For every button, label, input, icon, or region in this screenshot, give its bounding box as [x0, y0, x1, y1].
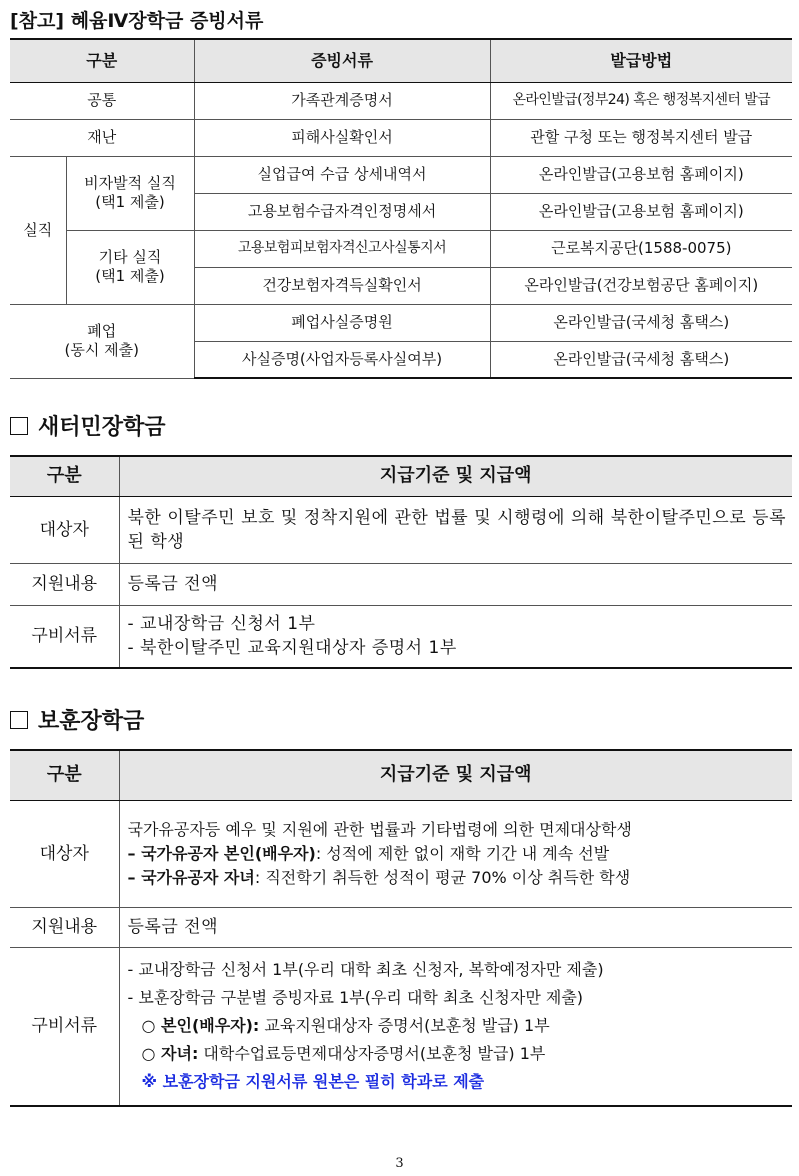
- notice-text: ※ 보훈장학금 지원서류 원본은 필히 학과로 제출: [141, 1072, 485, 1092]
- table-row: [10, 800, 792, 907]
- category-cell: [10, 304, 194, 378]
- checkbox-square-icon: [10, 711, 28, 729]
- proof-documents-table: [10, 38, 792, 379]
- target-label: 대상자: [10, 800, 119, 907]
- document-cell: 폐업사실증명원: [194, 304, 490, 341]
- docs-subitem-rest: 대학수업료등면제대상자증명서(보훈청 발급) 1부: [198, 1044, 546, 1064]
- section2-title-text: 새터민장학금: [38, 415, 166, 440]
- docs-subitem-bold: ○ 자녀:: [141, 1044, 199, 1064]
- subcategory-label: 기타 실직: [98, 248, 162, 266]
- method-cell: 온라인발급(건강보험공단 홈페이지): [490, 267, 792, 304]
- document-cell: 가족관계증명서: [194, 82, 490, 119]
- table-row: [10, 156, 792, 193]
- docs-label: 구비서류: [10, 947, 119, 1106]
- support-label: 지원내용: [10, 907, 119, 947]
- docs-label: 구비서류: [10, 605, 119, 668]
- category-cell: 공통: [10, 82, 194, 119]
- docs-item: - 교내장학금 신청서 1부(우리 대학 최초 신청자, 복학예정자만 제출): [127, 960, 604, 980]
- section3-title-text: 보훈장학금: [38, 709, 145, 734]
- subcategory-note: (택1 제출): [95, 193, 165, 211]
- method-cell: 온라인발급(정부24) 혹은 행정복지센터 발급: [490, 82, 792, 119]
- target-line: [128, 842, 787, 866]
- subcategory-label: 비자발적 실직: [84, 174, 176, 192]
- target-line-bold: – 국가유공자 자녀: [127, 867, 255, 887]
- section1-title: [참고] 혜윰Ⅳ장학금 증빙서류: [10, 10, 264, 32]
- document-cell: 사실증명(사업자등록사실여부): [194, 341, 490, 378]
- method-cell: 온라인발급(국세청 홈택스): [490, 304, 792, 341]
- target-line-rest: : 직전학기 취득한 성적이 평균 70% 이상 취득한 학생: [254, 867, 631, 887]
- support-label: 지원내용: [10, 563, 119, 605]
- category-cell: 재난: [10, 119, 194, 156]
- method-cell: 온라인발급(고용보험 홈페이지): [490, 156, 792, 193]
- docs-item: - 보훈장학금 구분별 증빙자료 1부(우리 대학 최초 신청자만 제출): [127, 988, 584, 1008]
- table-row: [10, 119, 792, 156]
- table-row: [10, 496, 792, 563]
- docs-subitem: [128, 1040, 787, 1068]
- target-label: 대상자: [10, 496, 119, 563]
- docs-subitem: [128, 1012, 787, 1040]
- category-note: (동시 제출): [64, 341, 139, 359]
- category-cell: 실직: [10, 156, 66, 304]
- docs-cell: [119, 947, 792, 1106]
- subcategory-cell: [66, 230, 194, 304]
- table-row: [10, 947, 792, 1106]
- target-cell: [119, 800, 792, 907]
- target-line: [128, 866, 787, 890]
- table-row: [10, 82, 792, 119]
- header-criteria: 지급기준 및 지급액: [119, 750, 792, 800]
- table-row: [10, 563, 792, 605]
- table-row: [10, 230, 792, 267]
- docs-item: - 교내장학금 신청서 1부: [127, 614, 316, 635]
- header-criteria: 지급기준 및 지급액: [119, 456, 792, 496]
- checkbox-square-icon: [10, 417, 28, 435]
- bohun-scholarship-table: [10, 749, 792, 1107]
- method-cell: 관할 구청 또는 행정복지센터 발급: [490, 119, 792, 156]
- section2-title: [10, 410, 166, 441]
- header-method: 발급방법: [490, 39, 792, 82]
- section3-title: [10, 704, 144, 735]
- header-category: 구분: [10, 39, 194, 82]
- document-cell: 피해사실확인서: [194, 119, 490, 156]
- docs-cell: [119, 605, 792, 668]
- docs-subitem-rest: 교육지원대상자 증명서(보훈청 발급) 1부: [259, 1016, 550, 1036]
- method-cell: 온라인발급(고용보험 홈페이지): [490, 193, 792, 230]
- subcategory-note: (택1 제출): [95, 267, 165, 285]
- category-label: 폐업: [87, 322, 117, 340]
- subcategory-cell: [66, 156, 194, 230]
- target-line: 국가유공자등 예우 및 지원에 관한 법률과 기타법령에 의한 면제대상학생: [127, 819, 632, 839]
- method-cell: 온라인발급(국세청 홈택스): [490, 341, 792, 378]
- table-row: [10, 605, 792, 668]
- header-document: 증빙서류: [194, 39, 490, 82]
- page-number: 3: [395, 1156, 404, 1171]
- table-row: [10, 907, 792, 947]
- saeteomin-scholarship-table: [10, 455, 792, 669]
- table-row: [10, 304, 792, 341]
- document-cell: 고용보험피보험자격신고사실통지서: [194, 230, 490, 267]
- support-text: 등록금 전액: [119, 907, 792, 947]
- document-cell: 실업급여 수급 상세내역서: [194, 156, 490, 193]
- method-cell: 근로복지공단(1588-0075): [490, 230, 792, 267]
- document-cell: 건강보험자격득실확인서: [194, 267, 490, 304]
- target-line-rest: : 성적에 제한 없이 재학 기간 내 계속 선발: [315, 843, 610, 863]
- header-category: 구분: [10, 456, 119, 496]
- target-text: 북한 이탈주민 보호 및 정착지원에 관한 법률 및 시행령에 의해 북한이탈주민으로 등록된 학생: [119, 496, 792, 563]
- header-category: 구분: [10, 750, 119, 800]
- document-cell: 고용보험수급자격인정명세서: [194, 193, 490, 230]
- docs-item: - 북한이탈주민 교육지원대상자 증명서 1부: [127, 638, 457, 659]
- target-line-bold: – 국가유공자 본인(배우자): [127, 843, 316, 863]
- docs-subitem-bold: ○ 본인(배우자):: [141, 1016, 260, 1036]
- support-text: 등록금 전액: [119, 563, 792, 605]
